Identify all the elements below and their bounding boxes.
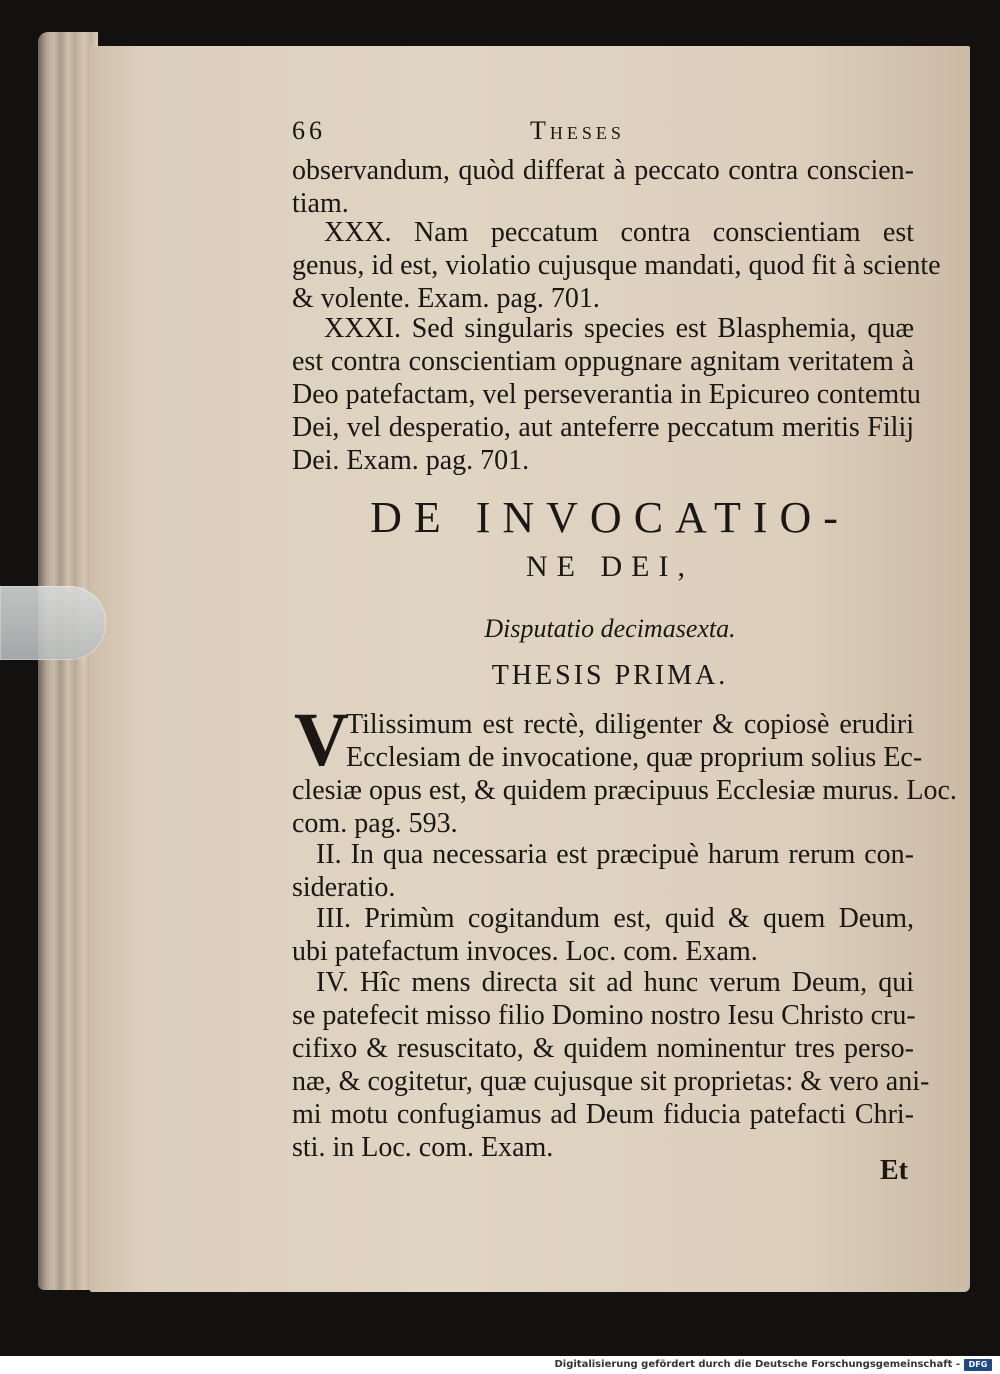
thesis-title: THESIS PRIMA. bbox=[491, 660, 729, 691]
thesis-iv-line: sti. in Loc. com. Exam. bbox=[292, 1132, 554, 1163]
running-head: Theses bbox=[530, 116, 625, 145]
thesis-prima-line: com. pag. 593. bbox=[292, 808, 458, 839]
thesis-prima-line: Ecclesiam de invocatione, quæ proprium solius Ec- bbox=[346, 742, 923, 773]
catchword: Et bbox=[880, 1155, 908, 1186]
disputation-title: Disputatio decimasexta. bbox=[484, 614, 736, 643]
page-number: 66 bbox=[292, 116, 326, 145]
thesis-xxx-line: & volente. Exam. pag. 701. bbox=[292, 283, 600, 314]
thesis-iv-line: IV. Hîc mens directa sit ad hunc verum Deum, qui bbox=[316, 967, 914, 998]
thesis-iv-line: se patefecit misso filio Domino nostro Iesu Christo cru- bbox=[292, 1000, 916, 1031]
thesis-xxx-line: genus, id est, violatio cujusque mandati, quod fit à sciente bbox=[292, 250, 941, 281]
show-through bbox=[210, 132, 217, 164]
thesis-xxxi-line: Dei, vel desperatio, aut anteferre peccatum meritis Filij bbox=[292, 412, 914, 443]
thesis-iii-line: III. Primùm cogitandum est, quid & quem Deum, bbox=[316, 903, 914, 934]
section-heading-cont: NE DEI, bbox=[526, 550, 694, 583]
thesis-prima-line: Tilissimum est rectè, diligenter & copiosè erudiri bbox=[346, 709, 914, 740]
text-line: observandum, quòd differat à peccato contra conscien- bbox=[292, 155, 914, 186]
footer-bar bbox=[0, 1356, 1000, 1374]
page-edges bbox=[38, 32, 98, 1290]
page-clip bbox=[0, 586, 106, 660]
thesis-ii-line: II. In qua necessaria est præcipuè harum rerum con- bbox=[316, 839, 914, 870]
thesis-iv-line: næ, & cogitetur, quæ cujusque sit proprietas: & vero ani- bbox=[292, 1066, 930, 1097]
section-heading: DE INVOCATIO- bbox=[370, 493, 850, 542]
thesis-xxxi-line: Deo patefactam, vel perseverantia in Epicureo contemtu bbox=[292, 379, 921, 410]
thesis-ii-line: sideratio. bbox=[292, 872, 396, 903]
thesis-xxxi-line: est contra conscientiam oppugnare agnitam veritatem à bbox=[292, 346, 914, 377]
thesis-prima-line: clesiæ opus est, & quidem præcipuus Ecclesiæ murus. Loc. bbox=[292, 775, 957, 806]
thesis-iv-line: cifixo & resuscitato, & quidem nominentur tres perso- bbox=[292, 1033, 914, 1064]
thesis-iv-line: mi motu confugiamus ad Deum fiducia patefacti Chri- bbox=[292, 1099, 914, 1130]
thesis-iii-line: ubi patefactum invoces. Loc. com. Exam. bbox=[292, 936, 758, 967]
thesis-xxxi-line: Dei. Exam. pag. 701. bbox=[292, 445, 530, 476]
footer-credit: Digitalisierung gefördert durch die Deutsche Forschungsgemeinschaft - bbox=[554, 1359, 960, 1370]
thesis-xxxi-line: XXXI. Sed singularis species est Blasphemia, quæ bbox=[324, 313, 914, 344]
book-page bbox=[90, 46, 970, 1292]
drop-cap: V bbox=[294, 698, 349, 782]
text-line: tiam. bbox=[292, 188, 349, 219]
dfg-logo: DFG bbox=[964, 1359, 992, 1371]
thesis-xxx-line: XXX. Nam peccatum contra conscientiam est bbox=[324, 217, 914, 248]
